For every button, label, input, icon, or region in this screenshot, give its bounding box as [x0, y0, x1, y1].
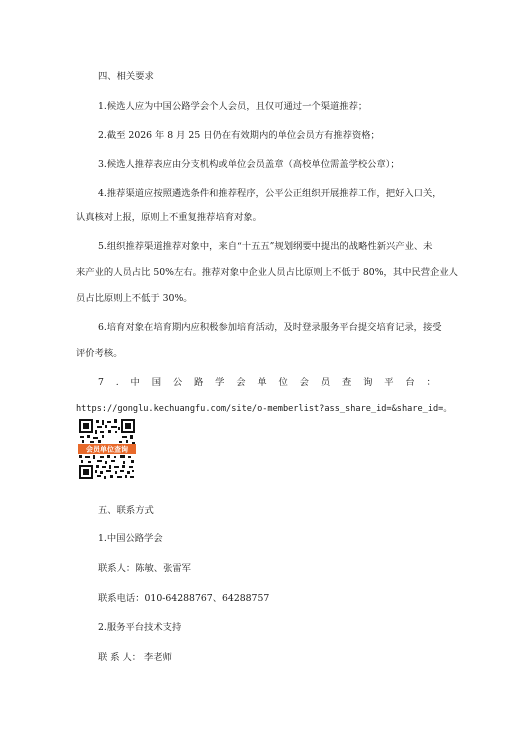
contact-1-organization: 1.中国公路学会	[98, 533, 163, 544]
contact-heading: 五、联系方式	[98, 505, 154, 516]
requirement-6-line-1: 6.培育对象在培育期内应积极参加培育活动，及时登录服务平台提交培育记录，接受	[98, 322, 442, 333]
contact-2-person: 联 系 人： 李老师	[98, 652, 172, 663]
requirements-heading: 四、相关要求	[98, 71, 154, 82]
requirement-3: 3.候选人推荐表应由分支机构或单位会员盖章（高校单位需盖学校公章）；	[98, 159, 400, 170]
requirement-5-line-3: 员占比原则上不低于 30%。	[76, 293, 193, 304]
qr-caption: 会员单位查询	[86, 445, 128, 454]
requirement-2: 2.截至 2026 年 8 月 25 日仍在有效期内的单位会员方有推荐资格；	[98, 130, 380, 141]
contact-2-organization: 2.服务平台技术支持	[98, 622, 182, 633]
requirement-4-line-2: 认真核对上报，原则上不重复推荐培育对象。	[76, 212, 262, 223]
requirement-4-line-1: 4.推荐渠道应按照遴选条件和推荐程序，公平公正组织开展推荐工作，把好入口关，	[98, 188, 442, 199]
requirement-6-line-2: 评价考核。	[76, 348, 123, 359]
requirement-1: 1.候选人应为中国公路学会个人会员，且仅可通过一个渠道推荐；	[98, 101, 368, 112]
contact-1-phone: 联系电话：010-64288767、64288757	[98, 593, 270, 604]
contact-1-person: 联系人：陈敏、张雷军	[98, 563, 191, 574]
requirement-5-line-1: 5.组织推荐渠道推荐对象中，来自“十五五”规划纲要中提出的战略性新兴产业、未	[98, 241, 433, 252]
qr-code-icon[interactable]	[78, 418, 136, 480]
requirement-7-line-1: 7 . 中 国 公 路 学 会 单 位 会 员 查 询 平 台 ：	[98, 377, 436, 388]
member-query-url[interactable]: https://gonglu.kechuangfu.com/site/o-memberlist?ass_share_id=&share_id=。	[76, 404, 452, 414]
requirement-5-line-2: 来产业的人员占比 50%左右。推荐对象中企业人员占比原则上不低于 80%，其中民营企业人	[76, 267, 458, 278]
